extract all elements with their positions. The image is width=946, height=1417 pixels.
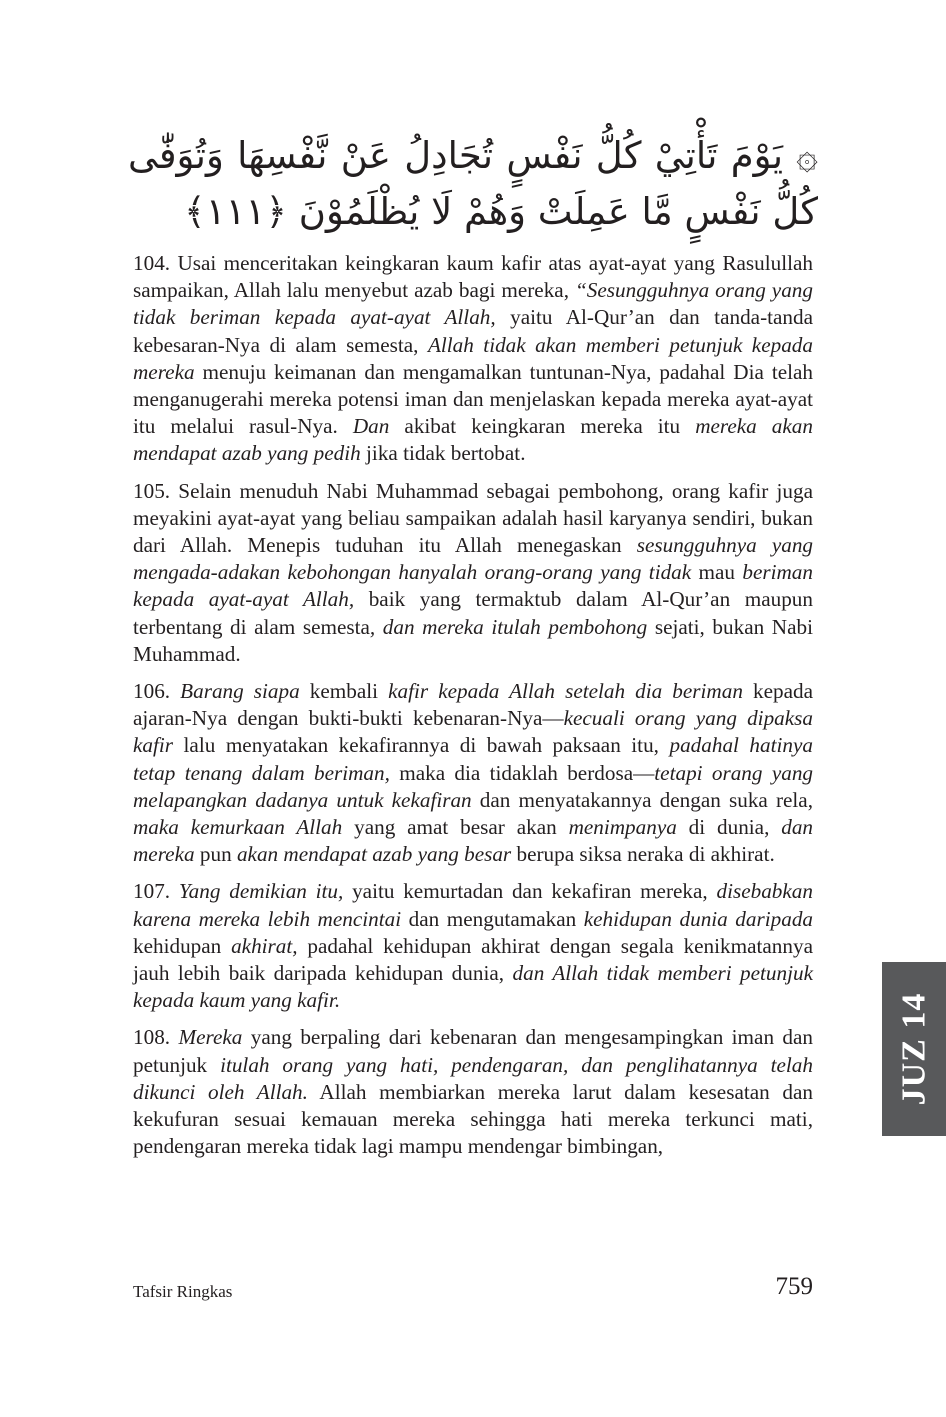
- footer-book-title: Tafsir Ringkas: [133, 1282, 233, 1301]
- page-number: 759: [775, 1273, 813, 1300]
- paragraph-105: 105. Selain menuduh Nabi Muhammad sebagai pembohong, orang kafir juga meyakini ayat-ayat yang beliau sampaikan adalah hasil karyanya sendiri, bukan dari Allah. Menepis tuduhan itu Allah menegaskan sesungguhnya yang mengada-adakan kebohongan hanyalah orang-orang yang tidak mau beriman kepada ayat-ayat Allah, baik yang termaktub dalam Al-Qur’an maupun terbentang di alam semesta, dan mereka itulah pembohong sejati, bukan Nabi Muhammad.: [133, 478, 814, 666]
- paragraph-107: 107. Yang demikian itu, yaitu kemurtadan dan kekafiran mereka, disebabkan karena mereka lebih mencintai dan mengutamakan kehidupan dunia daripada kehidupan akhirat, padahal kehidupan akhirat dengan segala kenikmatannya jauh lebih baik daripada kehidupan dunia, dan Allah tidak memberi petunjuk kepada kaum yang kafir.: [133, 879, 814, 1013]
- juz-label: JUZ 14: [895, 992, 933, 1106]
- tafsir-body: [133, 250, 813, 1171]
- paragraph-104: 104. Usai menceritakan keingkaran kaum kafir atas ayat-ayat yang Rasulullah sampaikan, Allah lalu menyebut azab bagi mereka, “Sesungguhnya orang yang tidak beriman kepada ayat-ayat Allah, yaitu Al-Qur’an dan tanda-tanda kebesaran-Nya di alam semesta, Allah tidak akan memberi petunjuk kepada mereka menuju keimanan dan mengamalkan tuntunan-Nya, padahal Dia telah menganugerahi mereka potensi iman dan menjelaskan kepada mereka ayat-ayat itu melalui rasul-Nya. Dan akibat keingkaran mereka itu mereka akan mendapat azab yang pedih jika tidak bertobat.: [133, 251, 814, 466]
- paragraph-108: 108. Mereka yang berpaling dari kebenaran dan mengesampingkan iman dan petunjuk itulah orang yang hati, pendengaran, dan penglihatannya telah dikunci oleh Allah. Allah membiarkan mereka larut dalam kesesatan dan kekufuran sesuai kemauan mereka sehingga hati mereka terkunci mati, pendengaran mereka tidak lagi mampu mendengar bimbingan,: [133, 1025, 814, 1159]
- arabic-verse: ۞ يَوْمَ تَأْتِيْ كُلُّ نَفْسٍ تُجَادِلُ عَنْ نَّفْسِهَا وَتُوَفّٰى كُلُّ نَفْسٍ مَّا عَمِلَتْ وَهُمْ لَا يُظْلَمُوْنَ ﴿١١١﴾: [128, 134, 818, 233]
- juz-side-tab: [882, 962, 946, 1136]
- paragraph-106: 106. Barang siapa kembali kafir kepada Allah setelah dia beriman kepada ajaran-Nya dengan bukti-bukti kebenaran-Nya—kecuali orang yang dipaksa kafir lalu menyatakan kekafirannya di bawah paksaan itu, padahal hatinya tetap tenang dalam beriman, maka dia tidaklah berdosa—tetapi orang yang melapangkan dadanya untuk kekafiran dan menyatakannya dengan suka rela, maka kemurkaan Allah yang amat besar akan menimpanya di dunia, dan mereka pun akan mendapat azab yang besar berupa siksa neraka di akhirat.: [133, 679, 814, 867]
